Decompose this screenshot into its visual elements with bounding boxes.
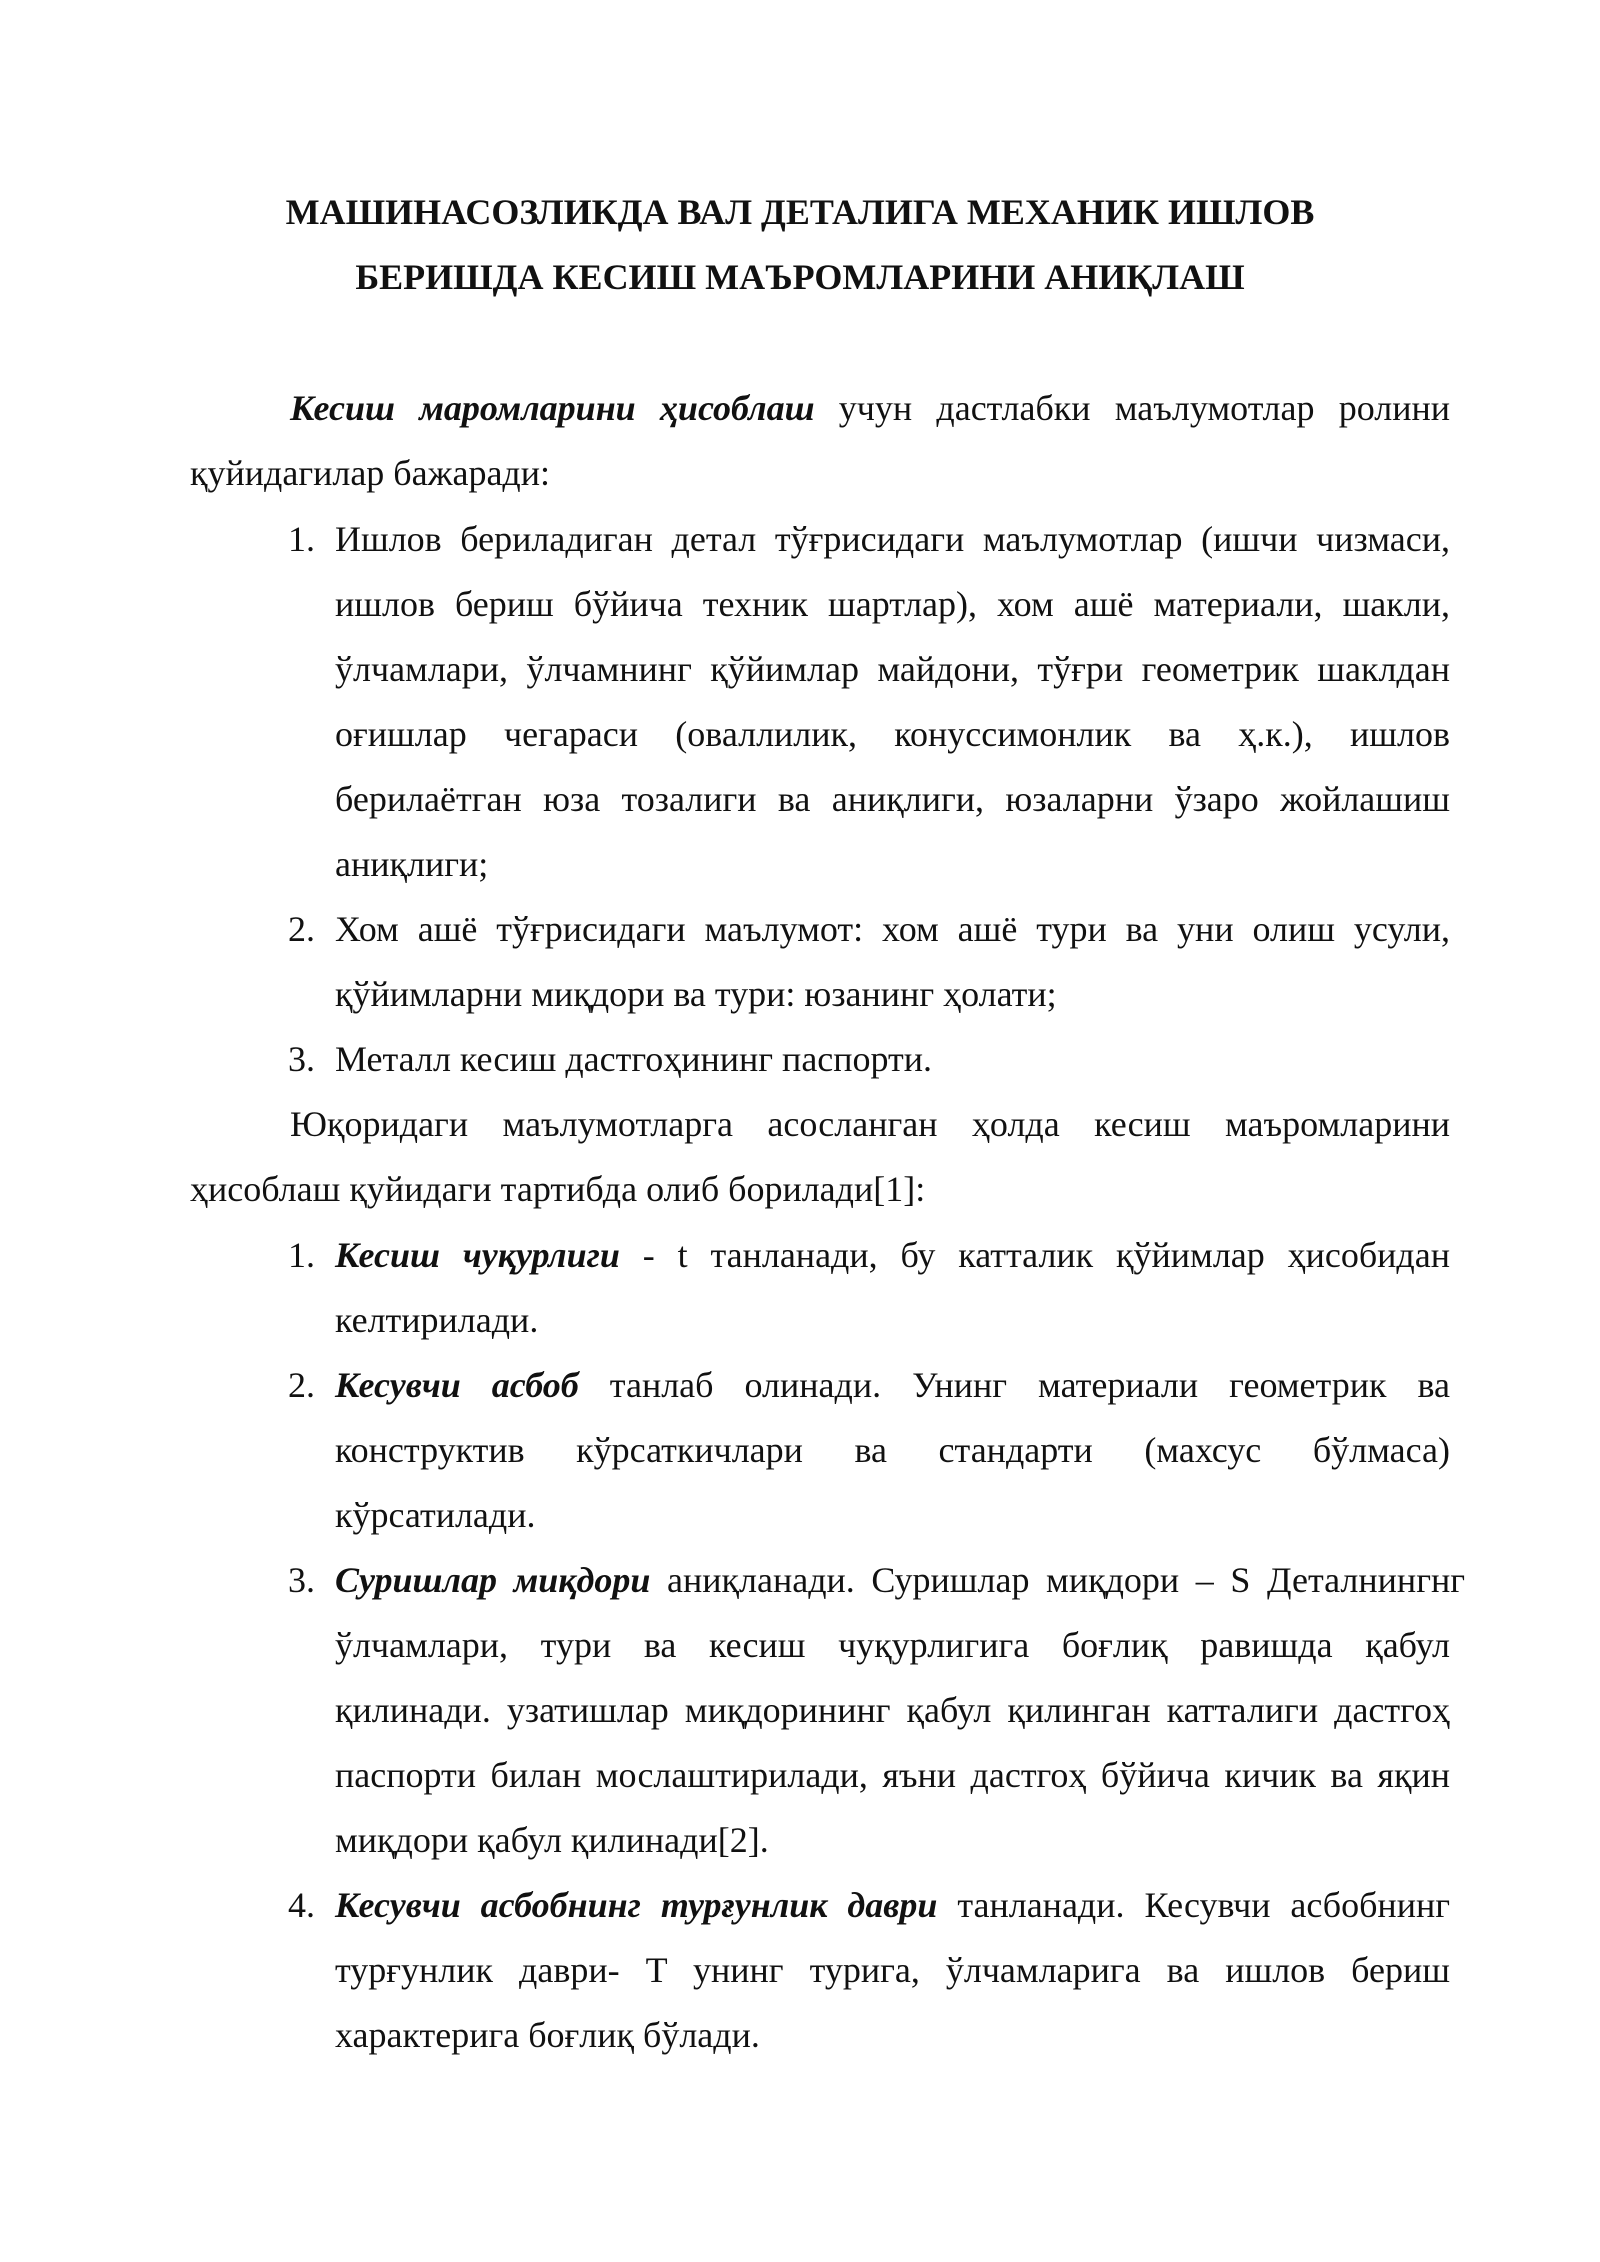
list1-item-2-line-1: Хом ашё тўғрисидаги маълумот: хом ашё тури ва уни олиш усули,	[335, 909, 1450, 949]
para2-line-2: ҳисоблаш қуйидаги тартибда олиб борилади[1]:	[190, 1169, 926, 1209]
list2-item-1-emphasis: Кесиш чуқурлиги	[335, 1235, 620, 1275]
list2-item-4-line-2: турғунлик даври- T унинг турига, ўлчамларига ва ишлов бериш	[335, 1950, 1450, 1990]
list1-item-2-line-2: қўйимларни миқдори ва тури: юзанинг ҳолати;	[335, 974, 1057, 1014]
list2-item-4-line-3: характерига боғлиқ бўлади.	[335, 2015, 760, 2055]
list2-item-4-number: 4.	[288, 1885, 315, 1925]
intro-paragraph-line-1	[290, 386, 1450, 430]
list1-item-2-number: 2.	[288, 909, 315, 949]
para2-line-1: Юқоридаги маълумотларга асосланган ҳолда кесиш маъромларини	[290, 1104, 1450, 1144]
list2-item-3-emphasis: Суришлар миқдори	[335, 1560, 651, 1600]
list2-item-3-line-3: қилинади. узатишлар миқдорининг қабул қилинган катталиги дастгоҳ	[335, 1690, 1450, 1730]
list2-item-2-line-2: конструктив кўрсаткичлари ва стандарти (махсус бўлмаса)	[335, 1430, 1450, 1470]
list2-item-3-line-1	[335, 1558, 1465, 1602]
list2-item-1-line-1	[335, 1233, 1450, 1277]
list1-item-3-line-1: Металл кесиш дастгоҳининг паспорти.	[335, 1039, 933, 1079]
list1-item-1-line-6: аниқлиги;	[335, 844, 489, 884]
list2-item-3-text: аниқланади. Суришлар миқдори – S Деталнингнг	[650, 1560, 1465, 1600]
list2-item-3-line-5: миқдори қабул қилинади[2].	[335, 1820, 769, 1860]
list2-item-3-line-2: ўлчамлари, тури ва кесиш чуқурлигига боғлиқ равишда қабул	[335, 1625, 1450, 1665]
list1-item-1-line-5: берилаётган юза тозалиги ва аниқлиги, юзаларни ўзаро жойлашиш	[335, 779, 1450, 819]
list2-item-1-line-2: келтирилади.	[335, 1300, 539, 1340]
list1-item-1-line-1: Ишлов бериладиган детал тўғрисидаги маълумотлар (ишчи чизмаси,	[335, 519, 1450, 559]
list2-item-2-emphasis: Кесувчи асбоб	[335, 1365, 579, 1405]
document-title-line-2: БЕРИШДА КЕСИШ МАЪРОМЛАРИНИ АНИҚЛАШ	[355, 257, 1245, 297]
list2-item-2-line-3: кўрсатилади.	[335, 1495, 536, 1535]
intro-text: учун дастлабки маълумотлар ролини	[814, 388, 1450, 428]
intro-paragraph-line-2: қуйидагилар бажаради:	[190, 453, 550, 493]
list2-item-1-text: - t танланади, бу катталик қўйимлар ҳисобидан	[619, 1235, 1450, 1275]
list2-item-3-number: 3.	[288, 1560, 315, 1600]
list2-item-1-number: 1.	[288, 1235, 315, 1275]
list2-item-4-text: танланади. Кесувчи асбобнинг	[937, 1885, 1450, 1925]
list2-item-2-text: танлаб олинади. Унинг материали геометрик ва	[578, 1365, 1450, 1405]
list2-item-4-line-1	[335, 1883, 1450, 1927]
list2-item-2-line-1	[335, 1363, 1450, 1407]
list2-item-4-emphasis: Кесувчи асбобнинг турғунлик даври	[335, 1885, 938, 1925]
list1-item-1-line-2: ишлов бериш бўйича техник шартлар), хом ашё материали, шакли,	[335, 584, 1450, 624]
list1-item-1-line-4: оғишлар чегараси (оваллилик, конуссимонлик ва ҳ.к.), ишлов	[335, 714, 1450, 754]
list1-item-1-line-3: ўлчамлари, ўлчамнинг қўйимлар майдони, тўғри геометрик шаклдан	[335, 649, 1450, 689]
document-title-line-1: МАШИНАСОЗЛИКДА ВАЛ ДЕТАЛИГА МЕХАНИК ИШЛОВ	[285, 192, 1315, 232]
list1-item-3-number: 3.	[288, 1039, 315, 1079]
intro-emphasis: Кесиш маромларини ҳисоблаш	[290, 388, 815, 428]
list1-item-1-number: 1.	[288, 519, 315, 559]
list2-item-3-line-4: паспорти билан мослаштирилади, яъни дастгоҳ бўйича кичик ва яқин	[335, 1755, 1450, 1795]
list2-item-2-number: 2.	[288, 1365, 315, 1405]
